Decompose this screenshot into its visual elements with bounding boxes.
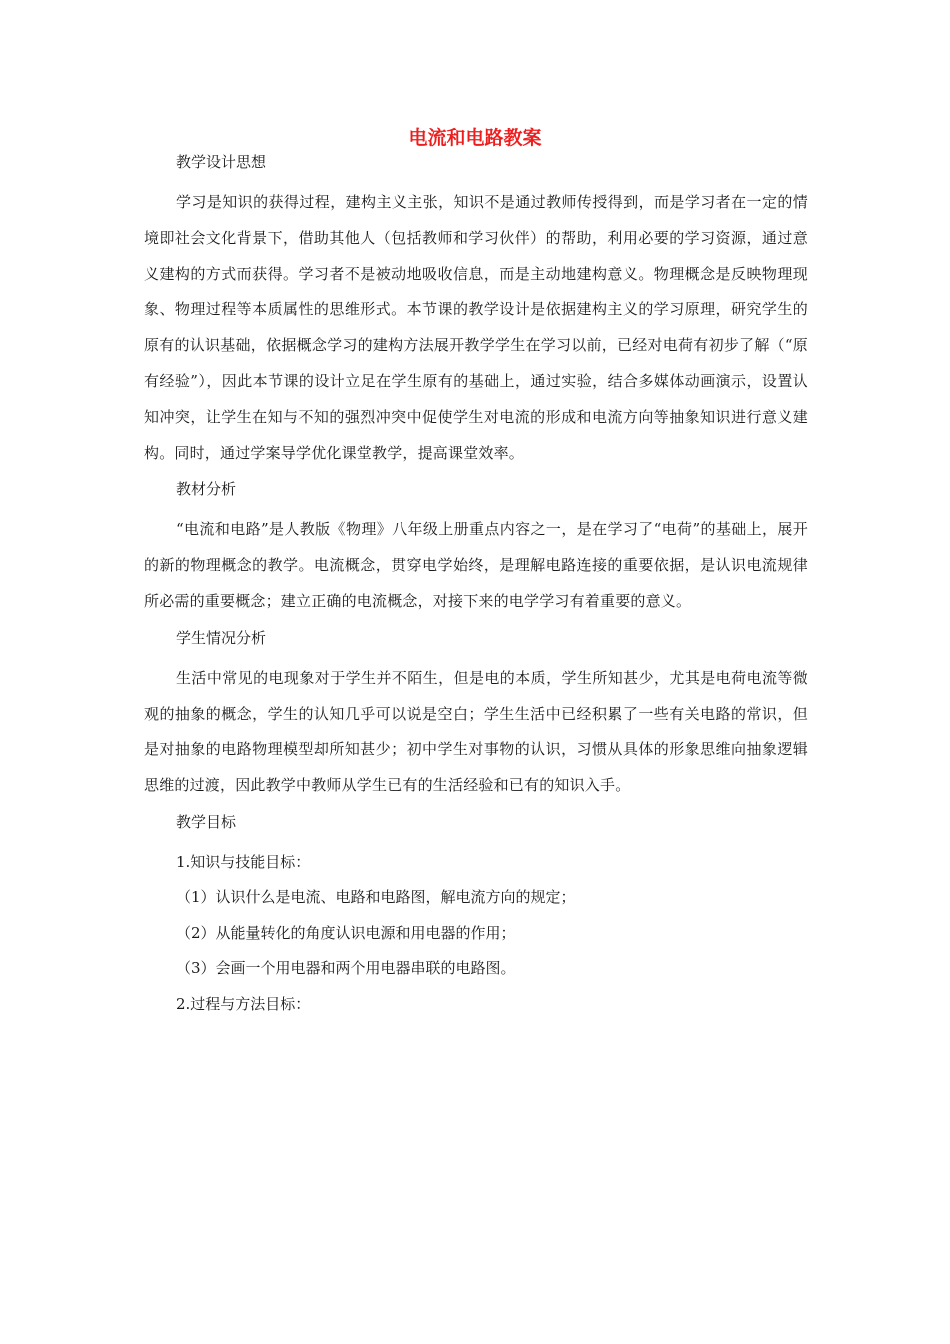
goal-knowledge-skills: 1.知识与技能目标：: [176, 852, 311, 871]
goal-item-3: （3）会画一个用电器和两个用电器串联的电路图。: [176, 959, 516, 978]
document-body: [144, 150, 808, 1022]
goal-item-2: （2）从能量转化的角度认识电源和用电器的作用；: [176, 923, 516, 942]
section-heading-goals: 教学目标: [176, 812, 237, 831]
section-heading-design: 教学设计思想: [176, 153, 267, 171]
section-body-design: 学习是知识的获得过程，建构主义主张，知识不是通过教师传授得到，而是学习者在一定的情境即社会文化背景下，借助其他人（包括教师和学习伙伴）的帮助，利用必要的学习资源，通过意义建构的方式而获得。学习者不是被动地吸收信息，而是主动地建构意义。物理概念是反映物理现象、物理过程等本质属性的思维形式。本节课的教学设计是依据建构主义的学习原理，研究学生的原有的认识基础，依据概念学习的建构方法展开教学学生在学习以前，已经对电荷有初步了解（“原有经验”），因此本节课的设计立足在学生原有的基础上，通过实验，结合多媒体动画演示，设置认知冲突，让学生在知与不知的强烈冲突中促使学生对电流的形成和电流方向等抽象知识进行意义建构。同时，通过学案导学优化课堂教学，提高课堂效率。: [144, 193, 808, 462]
section-heading-students: 学生情况分析: [176, 628, 267, 647]
goal-item-1: （1）认识什么是电流、电路和电路图，解电流方向的规定；: [176, 888, 576, 907]
section-body-students: 生活中常见的电现象对于学生并不陌生，但是电的本质，学生所知甚少，尤其是电荷电流等微观的抽象的概念，学生的认知几乎可以说是空白；学生生活中已经积累了一些有关电路的常识，但是对抽象的电路物理模型却所知甚少；初中学生对事物的认识，习惯从具体的形象思维向抽象逻辑思维的过渡，因此教学中教师从学生已有的生活经验和已有的知识入手。: [144, 668, 808, 795]
document-title: 电流和电路教案: [408, 127, 542, 149]
section-heading-material: 教材分析: [176, 480, 237, 499]
goal-process-method: 2.过程与方法目标：: [176, 994, 311, 1013]
section-body-material: “电流和电路”是人教版《物理》八年级上册重点内容之一，是在学习了“电荷”的基础上，展开的新的物理概念的教学。电流概念，贯穿电学始终，是理解电路连接的重要依据，是认识电流规律所必需的重要概念；建立正确的电流概念，对接下来的电学学习有着重要的意义。: [144, 520, 808, 610]
